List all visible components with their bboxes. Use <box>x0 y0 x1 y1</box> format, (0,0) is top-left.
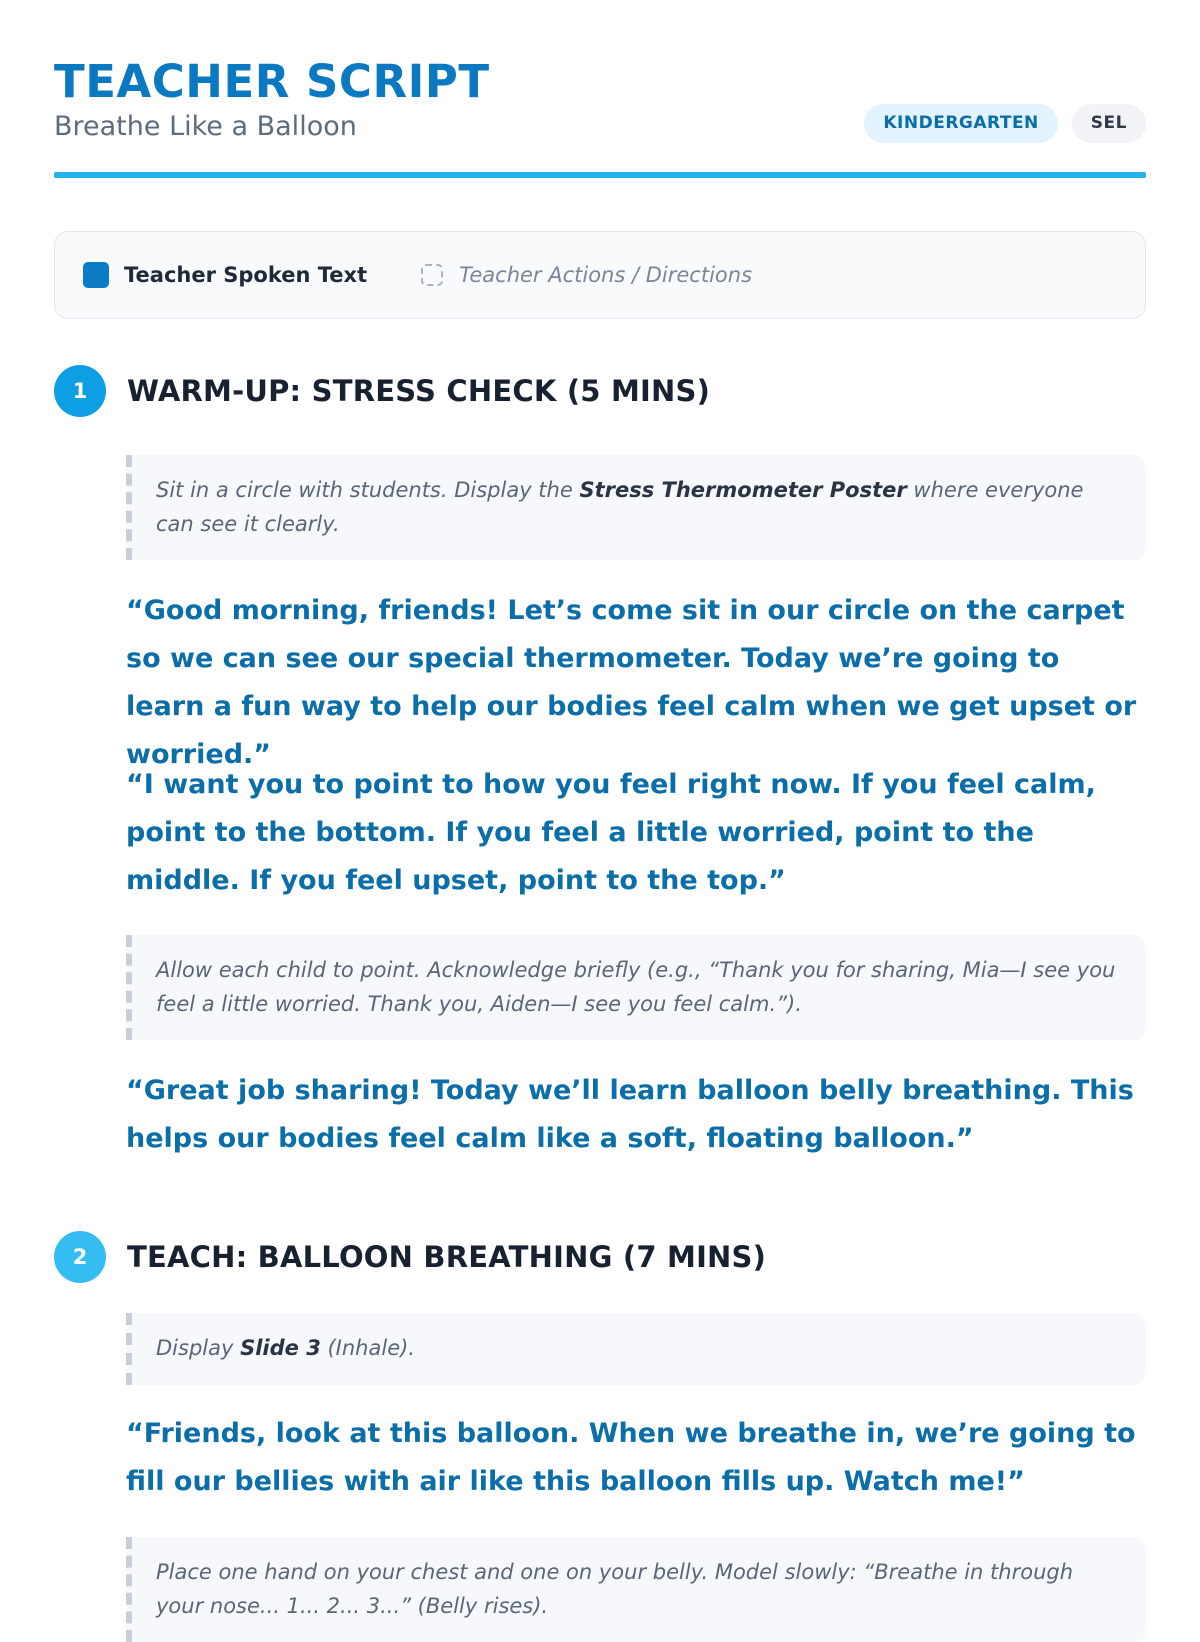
spoken-text: “Good morning, friends! Let’s come sit in our circle on the carpet so we can see our special thermometer. Today we’re going to learn a fun way to help our bodies feel calm when we get upset or worried.” <box>126 595 1137 770</box>
spoken-swatch-icon <box>83 262 109 288</box>
legend-spoken <box>83 262 367 288</box>
action-text: (Inhale). <box>320 1336 415 1360</box>
action-emphasis: Slide 3 <box>240 1336 321 1360</box>
header <box>54 50 1146 178</box>
legend-action-label: Teacher Actions / Directions <box>459 263 753 287</box>
step-number-badge: 2 <box>54 1231 106 1283</box>
section-title: WARM-UP: STRESS CHECK (5 MINS) <box>127 374 711 408</box>
spoken-text: “I want you to point to how you feel right now. If you feel calm, point to the bottom. If you feel a little worried, point to the middle. If you feel upset, point to the top.” <box>126 769 1096 896</box>
action-text: Place one hand on your chest and one on your belly. Model slowly: “Breathe in through your nose... 1... 2... 3...” (Belly rises). <box>156 1560 1074 1618</box>
legend <box>54 231 1146 319</box>
tag-group <box>864 104 1146 143</box>
action-text: where everyone can see it clearly. <box>156 478 1084 536</box>
section-2-header <box>54 1231 766 1283</box>
section-title: TEACH: BALLOON BREATHING (7 MINS) <box>127 1240 767 1274</box>
teacher-action-box <box>126 455 1146 560</box>
action-text: Display <box>156 1336 241 1360</box>
lesson-subtitle: Breathe Like a Balloon <box>54 111 357 142</box>
action-text: Sit in a circle with students. Display the <box>156 478 580 502</box>
spoken-text: “Friends, look at this balloon. When we breathe in, we’re going to fill our bellies with air like this balloon fills up. Watch me!” <box>126 1418 1136 1497</box>
header-divider <box>54 172 1146 178</box>
spoken-text: “Great job sharing! Today we’ll learn balloon belly breathing. This helps our bodies feel calm like a soft, floating balloon.” <box>126 1075 1134 1154</box>
section-1-header <box>54 365 710 417</box>
subject-tag: SEL <box>1072 104 1146 143</box>
legend-action <box>367 263 752 287</box>
step-number-badge: 1 <box>54 365 106 417</box>
teacher-action-box <box>126 1537 1146 1642</box>
legend-spoken-label: Teacher Spoken Text <box>124 263 368 287</box>
action-emphasis: Stress Thermometer Poster <box>579 478 907 502</box>
teacher-action-box <box>126 1313 1146 1385</box>
grade-tag: KINDERGARTEN <box>864 104 1057 143</box>
teacher-action-box <box>126 935 1146 1040</box>
action-text: Allow each child to point. Acknowledge briefly (e.g., “Thank you for sharing, Mia—I see you feel a little worried. Thank you, Aiden—I see you feel calm.”). <box>156 958 1116 1016</box>
action-swatch-icon <box>421 264 443 286</box>
page-title: TEACHER SCRIPT <box>54 55 490 108</box>
